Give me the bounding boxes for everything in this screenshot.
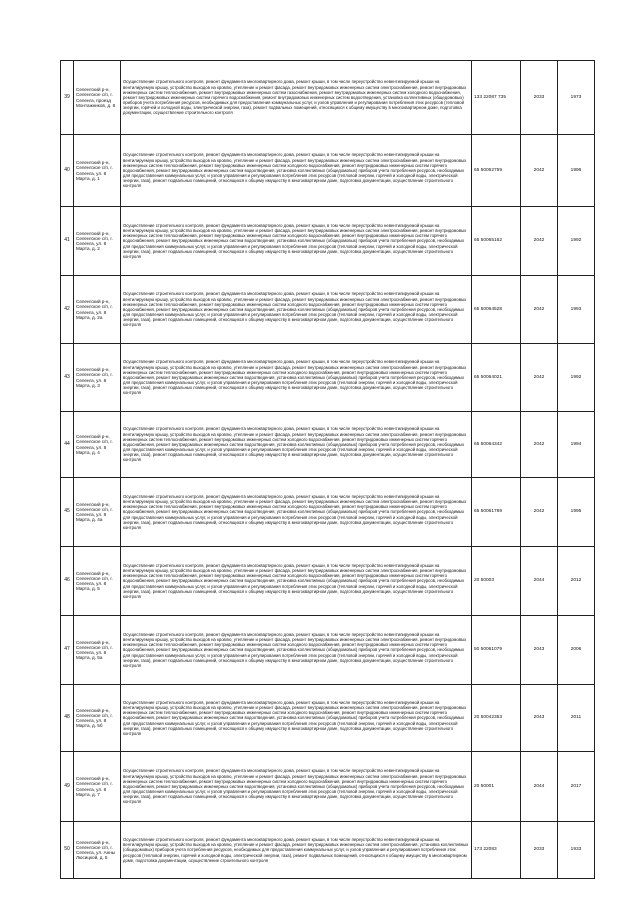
cost-cell: 20 50001 [472,752,521,822]
works-description-cell: Осуществление строительного контроля, ремонт фундамента многоквартирного дома, ремонт крыши, в том числе переустройство невентилируемой крыши на вентилируемую крышу, устройство выходов на кровлю, утепление и ремонт фасада, ремонт внутридомовых инженерных систем электроснабжения, ремонт внутридомовых инженерных систем теплоснабжения, ремонт внутридомовых инженерных систем холодного водоснабжения, ремонт внутридомовых инженерных систем горячего водоснабжения, ремонт внутридомовых инженерных систем водоотведения, установка коллективных (общедомовых) приборов учета потребления ресурсов, необходимых для предоставления коммунальных услуг, и узлов управления и регулирования потребления этих ресурсов (тепловой энергии, горячей и холодной воды, электрической энергии, газа), ремонт подвальных помещений, относящихся к общему имуществу в многоквартирном доме, подготовка документации, осуществление строительного контроля [121,207,472,276]
works-description-cell: Осуществление строительного контроля, ремонт фундамента многоквартирного дома, ремонт крыши, в том числе переустройство невентилируемой крыши на вентилируемую крышу, устройство выходов на кровлю, утепление и ремонт фасада, ремонт внутридомовых инженерных систем электроснабжения, ремонт внутридомовых инженерных систем теплоснабжения, ремонт внутридомовых инженерных систем газоснабжения, ремонт внутридомовых инженерных систем холодного водоснабжения, ремонт внутридомовых инженерных систем горячего водоснабжения, ремонт внутридомовых инженерных систем водоотведения, установка коллективных (общедомовых) приборов учета потребления ресурсов, необходимых для предоставления коммунальных услуг, и узлов управления и регулирования потребления этих ресурсов (тепловой энергии, горячей и холодной воды, электрической энергии, газа), ремонт подвальных помещений, относящихся к общему имуществу в многоквартирном доме, подготовка документации, осуществление строительного контроля [121,61,472,135]
build-year-cell: 2011 [558,685,595,752]
row-number-cell: 48 [61,685,74,752]
row-number-cell: 41 [61,207,74,276]
row-number-cell: 49 [61,752,74,822]
row-number-cell: 46 [61,547,74,616]
row-number-cell: 39 [61,61,74,135]
address-cell: Селенгский р-н, Селенгское с/п, г. Селенга, ул. 8 Марта, д. 1 [74,135,121,207]
cost-cell: 65 50062759 [472,135,521,207]
address-cell: Селенгский р-н, Селенгское с/п, г. Селенга, ул. Анны Люсицкой, д. 5 [74,822,121,879]
address-cell: Селенгский р-н, Селенгское с/п, г. Селенга, ул. 8 Марта, д. 3 [74,344,121,412]
works-description-cell: Осуществление строительного контроля, ремонт фундамента многоквартирного дома, ремонт крыши, в том числе переустройство невентилируемой крыши на вентилируемую крышу, устройство выходов на кровлю, утепление и ремонт фасада, ремонт внутридомовых инженерных систем электроснабжения, ремонт внутридомовых инженерных систем теплоснабжения, ремонт внутридомовых инженерных систем холодного водоснабжения, ремонт внутридомовых инженерных систем горячего водоснабжения, ремонт внутридомовых инженерных систем водоотведения, установка коллективных (общедомовых) приборов учета потребления ресурсов, необходимых для предоставления коммунальных услуг, и узлов управления и регулирования потребления этих ресурсов (тепловой энергии, горячей и холодной воды, электрической энергии, газа), ремонт подвальных помещений, относящихся к общему имуществу в многоквартирном доме, подготовка документации, осуществление строительного контроля [121,752,472,822]
address-cell: Селенгский р-н, Селенгское с/п, г. Селенга, ул. 8 Марта, д. 2а [74,276,121,344]
capital-repair-table [60,60,595,879]
build-year-cell: 1995 [558,478,595,547]
planned-year-cell: 2042 [521,135,558,207]
build-year-cell: 1933 [558,822,595,879]
works-description-cell: Осуществление строительного контроля, ремонт фундамента многоквартирного дома, ремонт крыши, в том числе переустройство невентилируемой крыши на вентилируемую крышу, устройство выходов на кровлю, утепление и ремонт фасада, ремонт внутридомовых инженерных систем электроснабжения, ремонт внутридомовых инженерных систем теплоснабжения, ремонт внутридомовых инженерных систем холодного водоснабжения, ремонт внутридомовых инженерных систем горячего водоснабжения, ремонт внутридомовых инженерных систем водоотведения, установка коллективных (общедомовых) приборов учета потребления ресурсов, необходимых для предоставления коммунальных услуг, и узлов управления и регулирования потребления этих ресурсов (тепловой энергии, горячей и холодной воды, электрической энергии, газа), ремонт подвальных помещений, относящихся к общему имуществу в многоквартирном доме, подготовка документации, осуществление строительного контроля [121,547,472,616]
works-description-cell: Осуществление строительного контроля, ремонт фундамента многоквартирного дома, ремонт крыши, в том числе переустройство невентилируемой крыши на вентилируемую крышу, устройство выходов на кровлю, утепление и ремонт фасада, ремонт внутридомовых инженерных систем электроснабжения, ремонт внутридомовых инженерных систем теплоснабжения, ремонт внутридомовых инженерных систем холодного водоснабжения, ремонт внутридомовых инженерных систем горячего водоснабжения, ремонт внутридомовых инженерных систем водоотведения, установка коллективных (общедомовых) приборов учета потребления ресурсов, необходимых для предоставления коммунальных услуг, и узлов управления и регулирования потребления этих ресурсов (тепловой энергии, горячей и холодной воды, электрической энергии, газа), ремонт подвальных помещений, относящихся к общему имуществу в многоквартирном доме, подготовка документации, осуществление строительного контроля [121,135,472,207]
table-row [61,616,595,685]
address-cell: Селенгский р-н, Селенгское с/п, г. Селенга, ул. 8 Марта, д. 7 [74,752,121,822]
table-row [61,478,595,547]
table-row [61,135,595,207]
cost-cell: 173 22083 [472,822,521,879]
table-row [61,685,595,752]
build-year-cell: 2006 [558,616,595,685]
cost-cell: 133 22087 735 [472,61,521,135]
table-body [61,61,595,879]
works-description-cell: Осуществление строительного контроля, ремонт фундамента многоквартирного дома, ремонт крыши, в том числе переустройство невентилируемой крыши на вентилируемую крышу, устройство выходов на кровлю, утепление и ремонт фасада, ремонт внутридомовых инженерных систем электроснабжения, ремонт внутридомовых инженерных систем теплоснабжения, ремонт внутридомовых инженерных систем холодного водоснабжения, ремонт внутридомовых инженерных систем горячего водоснабжения, ремонт внутридомовых инженерных систем водоотведения, установка коллективных (общедомовых) приборов учета потребления ресурсов, необходимых для предоставления коммунальных услуг, и узлов управления и регулирования потребления этих ресурсов (тепловой энергии, горячей и холодной воды, электрической энергии, газа), ремонт подвальных помещений, относящихся к общему имуществу в многоквартирном доме, подготовка документации, осуществление строительного контроля [121,478,472,547]
cost-cell: 65 50061789 [472,478,521,547]
build-year-cell: 1973 [558,61,595,135]
table-row [61,207,595,276]
row-number-cell: 44 [61,412,74,478]
table-row [61,344,595,412]
table-row [61,61,595,135]
planned-year-cell: 2042 [521,478,558,547]
planned-year-cell: 2044 [521,547,558,616]
row-number-cell: 43 [61,344,74,412]
address-cell: Селенгский р-н, Селенгское с/п, г. Селенга, ул. 8 Марта, д. 4 [74,412,121,478]
planned-year-cell: 2042 [521,276,558,344]
document-page [60,60,594,879]
table-row [61,547,595,616]
table-row [61,822,595,879]
build-year-cell: 2012 [558,547,595,616]
works-description-cell: Осуществление строительного контроля, ремонт фундамента многоквартирного дома, ремонт крыши, в том числе переустройство невентилируемой крыши на вентилируемую крышу, устройство выходов на кровлю, утепление и ремонт фасада, ремонт внутридомовых инженерных систем электроснабжения, установка коллективных (общедомовых) приборов учета потребления ресурсов, необходимых для предоставления коммунальных услуг, и узлов управления и регулирования потребления этих ресурсов (тепловой энергии, горячей и холодной воды, электрической энергии, газа), ремонт подвальных помещений, относящихся к общему имуществу в многоквартирном доме, подготовка документации, осуществление строительного контроля [121,822,472,879]
build-year-cell: 1992 [558,344,595,412]
address-cell: Селенгский р-н, Селенгское с/п, г. Селенга, ул. 8 Марта, д. 5 [74,547,121,616]
planned-year-cell: 2042 [521,412,558,478]
planned-year-cell: 2042 [521,207,558,276]
row-number-cell: 42 [61,276,74,344]
planned-year-cell: 2044 [521,752,558,822]
works-description-cell: Осуществление строительного контроля, ремонт фундамента многоквартирного дома, ремонт крыши, в том числе переустройство невентилируемой крыши на вентилируемую крышу, устройство выходов на кровлю, утепление и ремонт фасада, ремонт внутридомовых инженерных систем электроснабжения, ремонт внутридомовых инженерных систем теплоснабжения, ремонт внутридомовых инженерных систем холодного водоснабжения, ремонт внутридомовых инженерных систем горячего водоснабжения, ремонт внутридомовых инженерных систем водоотведения, установка коллективных (общедомовых) приборов учета потребления ресурсов, необходимых для предоставления коммунальных услуг, и узлов управления и регулирования потребления этих ресурсов (тепловой энергии, горячей и холодной воды, электрической энергии, газа), ремонт подвальных помещений, относящихся к общему имуществу в многоквартирном доме, подготовка документации, осуществление строительного контроля [121,276,472,344]
planned-year-cell: 2042 [521,344,558,412]
build-year-cell: 1992 [558,207,595,276]
row-number-cell: 47 [61,616,74,685]
works-description-cell: Осуществление строительного контроля, ремонт фундамента многоквартирного дома, ремонт крыши, в том числе переустройство невентилируемой крыши на вентилируемую крышу, устройство выходов на кровлю, утепление и ремонт фасада, ремонт внутридомовых инженерных систем электроснабжения, ремонт внутридомовых инженерных систем теплоснабжения, ремонт внутридомовых инженерных систем холодного водоснабжения, ремонт внутридомовых инженерных систем горячего водоснабжения, ремонт внутридомовых инженерных систем водоотведения, установка коллективных (общедомовых) приборов учета потребления ресурсов, необходимых для предоставления коммунальных услуг, и узлов управления и регулирования потребления этих ресурсов (тепловой энергии, горячей и холодной воды, электрической энергии, газа), ремонт подвальных помещений, относящихся к общему имуществу в многоквартирном доме, подготовка документации, осуществление строительного контроля [121,412,472,478]
cost-cell: 65 50064021 [472,344,521,412]
table-row [61,752,595,822]
planned-year-cell: 2043 [521,685,558,752]
cost-cell: 50 50061079 [472,616,521,685]
cost-cell: 65 50064342 [472,412,521,478]
row-number-cell: 45 [61,478,74,547]
table-row [61,412,595,478]
works-description-cell: Осуществление строительного контроля, ремонт фундамента многоквартирного дома, ремонт крыши, в том числе переустройство невентилируемой крыши на вентилируемую крышу, устройство выходов на кровлю, утепление и ремонт фасада, ремонт внутридомовых инженерных систем электроснабжения, ремонт внутридомовых инженерных систем теплоснабжения, ремонт внутридомовых инженерных систем холодного водоснабжения, ремонт внутридомовых инженерных систем горячего водоснабжения, ремонт внутридомовых инженерных систем водоотведения, установка коллективных (общедомовых) приборов учета потребления ресурсов, необходимых для предоставления коммунальных услуг, и узлов управления и регулирования потребления этих ресурсов (тепловой энергии, горячей и холодной воды, электрической энергии, газа), ремонт подвальных помещений, относящихся к общему имуществу в многоквартирном доме, подготовка документации, осуществление строительного контроля [121,344,472,412]
planned-year-cell: 2043 [521,616,558,685]
address-cell: Селенгский р-н, Селенгское с/п, г. Селенга, ул. 8 Марта, д. 4а [74,478,121,547]
row-number-cell: 40 [61,135,74,207]
works-description-cell: Осуществление строительного контроля, ремонт фундамента многоквартирного дома, ремонт крыши, в том числе переустройство невентилируемой крыши на вентилируемую крышу, устройство выходов на кровлю, утепление и ремонт фасада, ремонт внутридомовых инженерных систем электроснабжения, ремонт внутридомовых инженерных систем теплоснабжения, ремонт внутридомовых инженерных систем холодного водоснабжения, ремонт внутридомовых инженерных систем горячего водоснабжения, ремонт внутридомовых инженерных систем водоотведения, установка коллективных (общедомовых) приборов учета потребления ресурсов, необходимых для предоставления коммунальных услуг, и узлов управления и регулирования потребления этих ресурсов (тепловой энергии, горячей и холодной воды, электрической энергии, газа), ремонт подвальных помещений, относящихся к общему имуществу в многоквартирном доме, подготовка документации, осуществление строительного контроля [121,685,472,752]
cost-cell: 65 50064528 [472,276,521,344]
build-year-cell: 1993 [558,276,595,344]
build-year-cell: 1996 [558,135,595,207]
cost-cell: 65 50065162 [472,207,521,276]
address-cell: Селенгский р-н, Селенгское с/п, г. Селенга, проезд Монтажников, д. 8 [74,61,121,135]
build-year-cell: 2017 [558,752,595,822]
planned-year-cell: 2033 [521,822,558,879]
table-row [61,276,595,344]
planned-year-cell: 2033 [521,61,558,135]
cost-cell: 20 50003 [472,547,521,616]
works-description-cell: Осуществление строительного контроля, ремонт фундамента многоквартирного дома, ремонт крыши, в том числе переустройство невентилируемой крыши на вентилируемую крышу, устройство выходов на кровлю, утепление и ремонт фасада, ремонт внутридомовых инженерных систем электроснабжения, ремонт внутридомовых инженерных систем теплоснабжения, ремонт внутридомовых инженерных систем холодного водоснабжения, ремонт внутридомовых инженерных систем горячего водоснабжения, ремонт внутридомовых инженерных систем водоотведения, установка коллективных (общедомовых) приборов учета потребления ресурсов, необходимых для предоставления коммунальных услуг, и узлов управления и регулирования потребления этих ресурсов (тепловой энергии, горячей и холодной воды, электрической энергии, газа), ремонт подвальных помещений, относящихся к общему имуществу в многоквартирном доме, подготовка документации, осуществление строительного контроля [121,616,472,685]
address-cell: Селенгский р-н, Селенгское с/п, г. Селенга, ул. 8 Марта, д. 5а [74,616,121,685]
row-number-cell: 50 [61,822,74,879]
address-cell: Селенгский р-н, Селенгское с/п, г. Селенга, ул. 8 Марта, д. 2 [74,207,121,276]
address-cell: Селенгский р-н, Селенгское с/п, г. Селенга, ул. 8 Марта, д. 5б [74,685,121,752]
build-year-cell: 1994 [558,412,595,478]
cost-cell: 20 50042353 [472,685,521,752]
